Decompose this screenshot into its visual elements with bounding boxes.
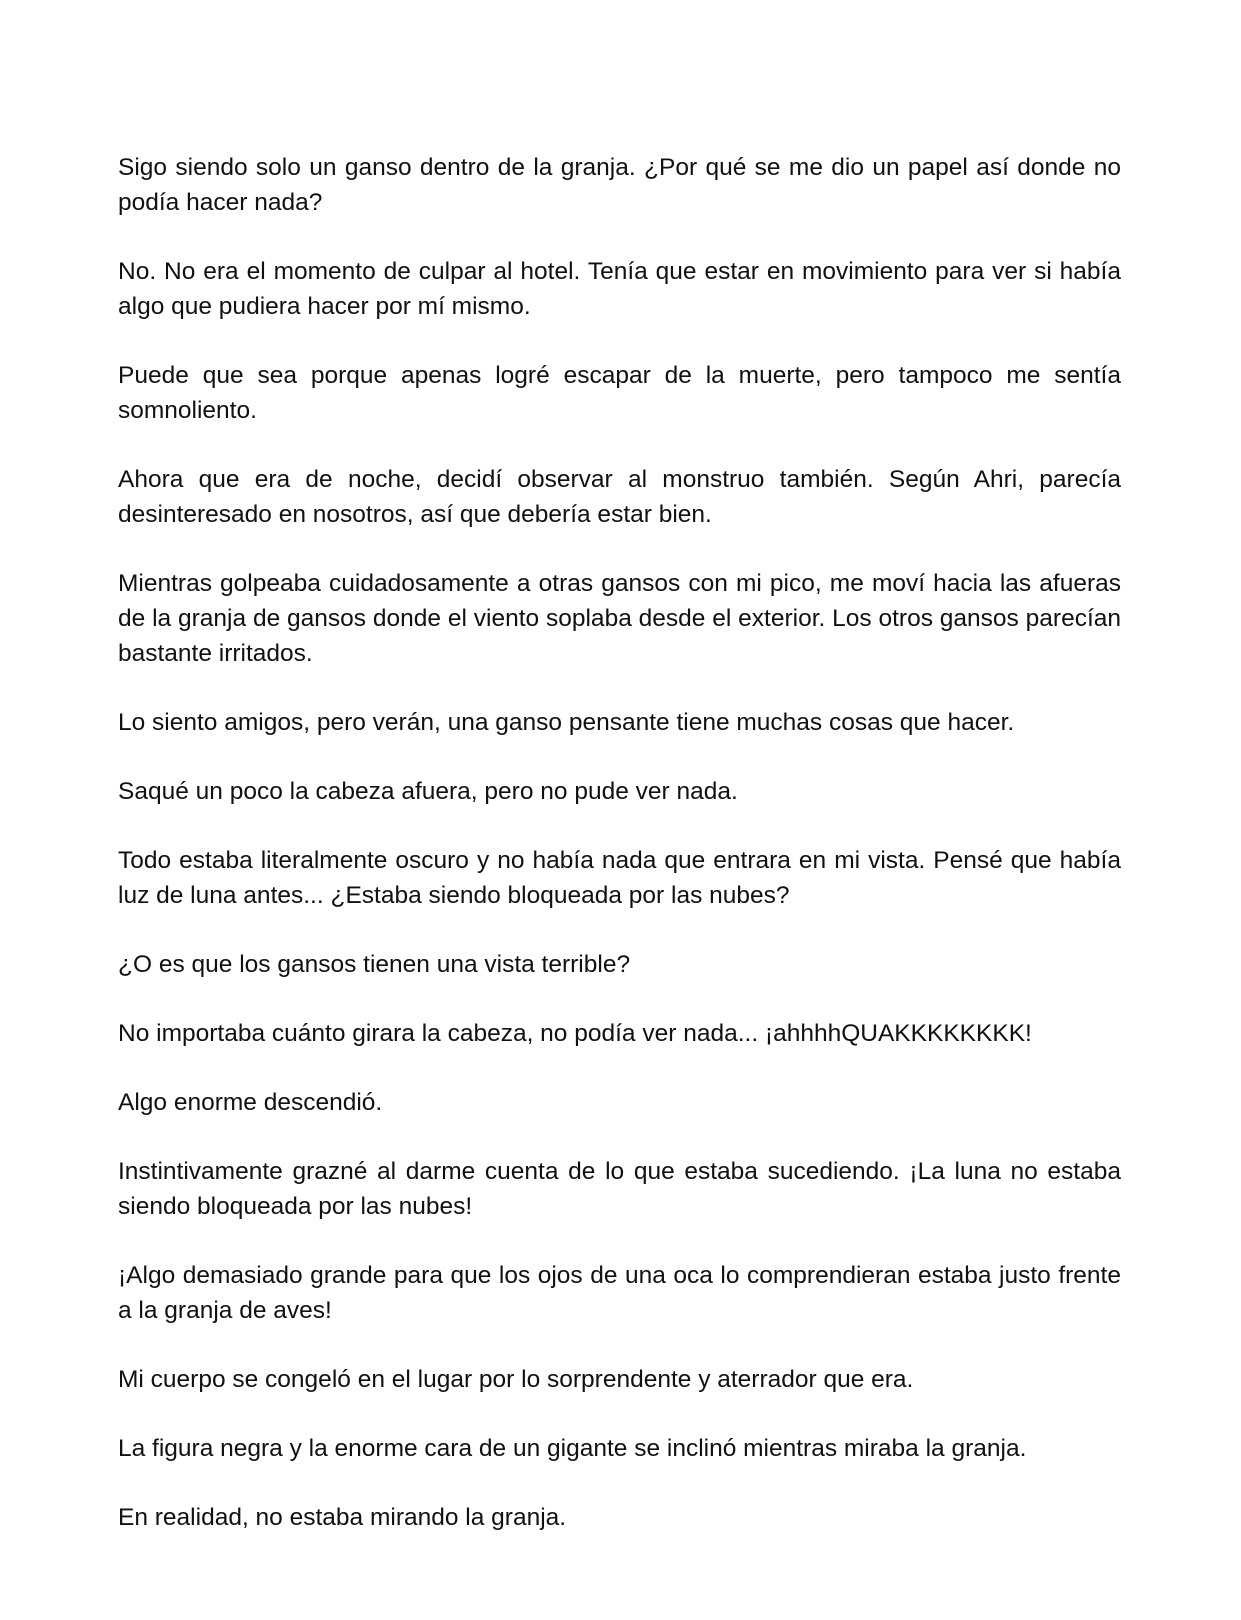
paragraph-6: Lo siento amigos, pero verán, una ganso pensante tiene muchas cosas que hacer. xyxy=(118,709,1015,736)
paragraph-5: Mientras golpeaba cuidadosamente a otras gansos con mi pico, me moví hacia las afueras de la granja de gansos donde el viento soplaba desde el exterior. Los otros gansos parecían bastante irritados. xyxy=(118,570,1121,667)
paragraph-15: La figura negra y la enorme cara de un gigante se inclinó mientras miraba la granja. xyxy=(118,1435,1027,1462)
paragraph-8: Todo estaba literalmente oscuro y no había nada que entrara en mi vista. Pensé que había luz de luna antes... ¿Estaba siendo bloqueada por las nubes? xyxy=(118,847,1121,909)
paragraph-10: No importaba cuánto girara la cabeza, no podía ver nada... ¡ahhhhQUAKKKKKKKK! xyxy=(118,1020,1032,1047)
paragraph-14: Mi cuerpo se congeló en el lugar por lo sorprendente y aterrador que era. xyxy=(118,1366,914,1393)
paragraph-4: Ahora que era de noche, decidí observar al monstruo también. Según Ahri, parecía desinteresado en nosotros, así que debería estar bien. xyxy=(118,466,1121,528)
paragraph-13: ¡Algo demasiado grande para que los ojos de una oca lo comprendieran estaba justo frente a la granja de aves! xyxy=(118,1262,1121,1324)
paragraph-3: Puede que sea porque apenas logré escapar de la muerte, pero tampoco me sentía somnoliento. xyxy=(118,362,1121,424)
paragraph-12: Instintivamente grazné al darme cuenta de lo que estaba sucediendo. ¡La luna no estaba siendo bloqueada por las nubes! xyxy=(118,1158,1121,1220)
paragraph-9: ¿O es que los gansos tienen una vista terrible? xyxy=(118,951,631,978)
paragraph-2: No. No era el momento de culpar al hotel. Tenía que estar en movimiento para ver si había algo que pudiera hacer por mí mismo. xyxy=(118,258,1121,320)
paragraph-1: Sigo siendo solo un ganso dentro de la granja. ¿Por qué se me dio un papel así donde no podía hacer nada? xyxy=(118,154,1121,216)
paragraph-16: En realidad, no estaba mirando la granja. xyxy=(118,1504,567,1531)
paragraph-11: Algo enorme descendió. xyxy=(118,1089,383,1116)
paragraph-7: Saqué un poco la cabeza afuera, pero no pude ver nada. xyxy=(118,778,738,805)
document-body xyxy=(118,150,1121,1569)
